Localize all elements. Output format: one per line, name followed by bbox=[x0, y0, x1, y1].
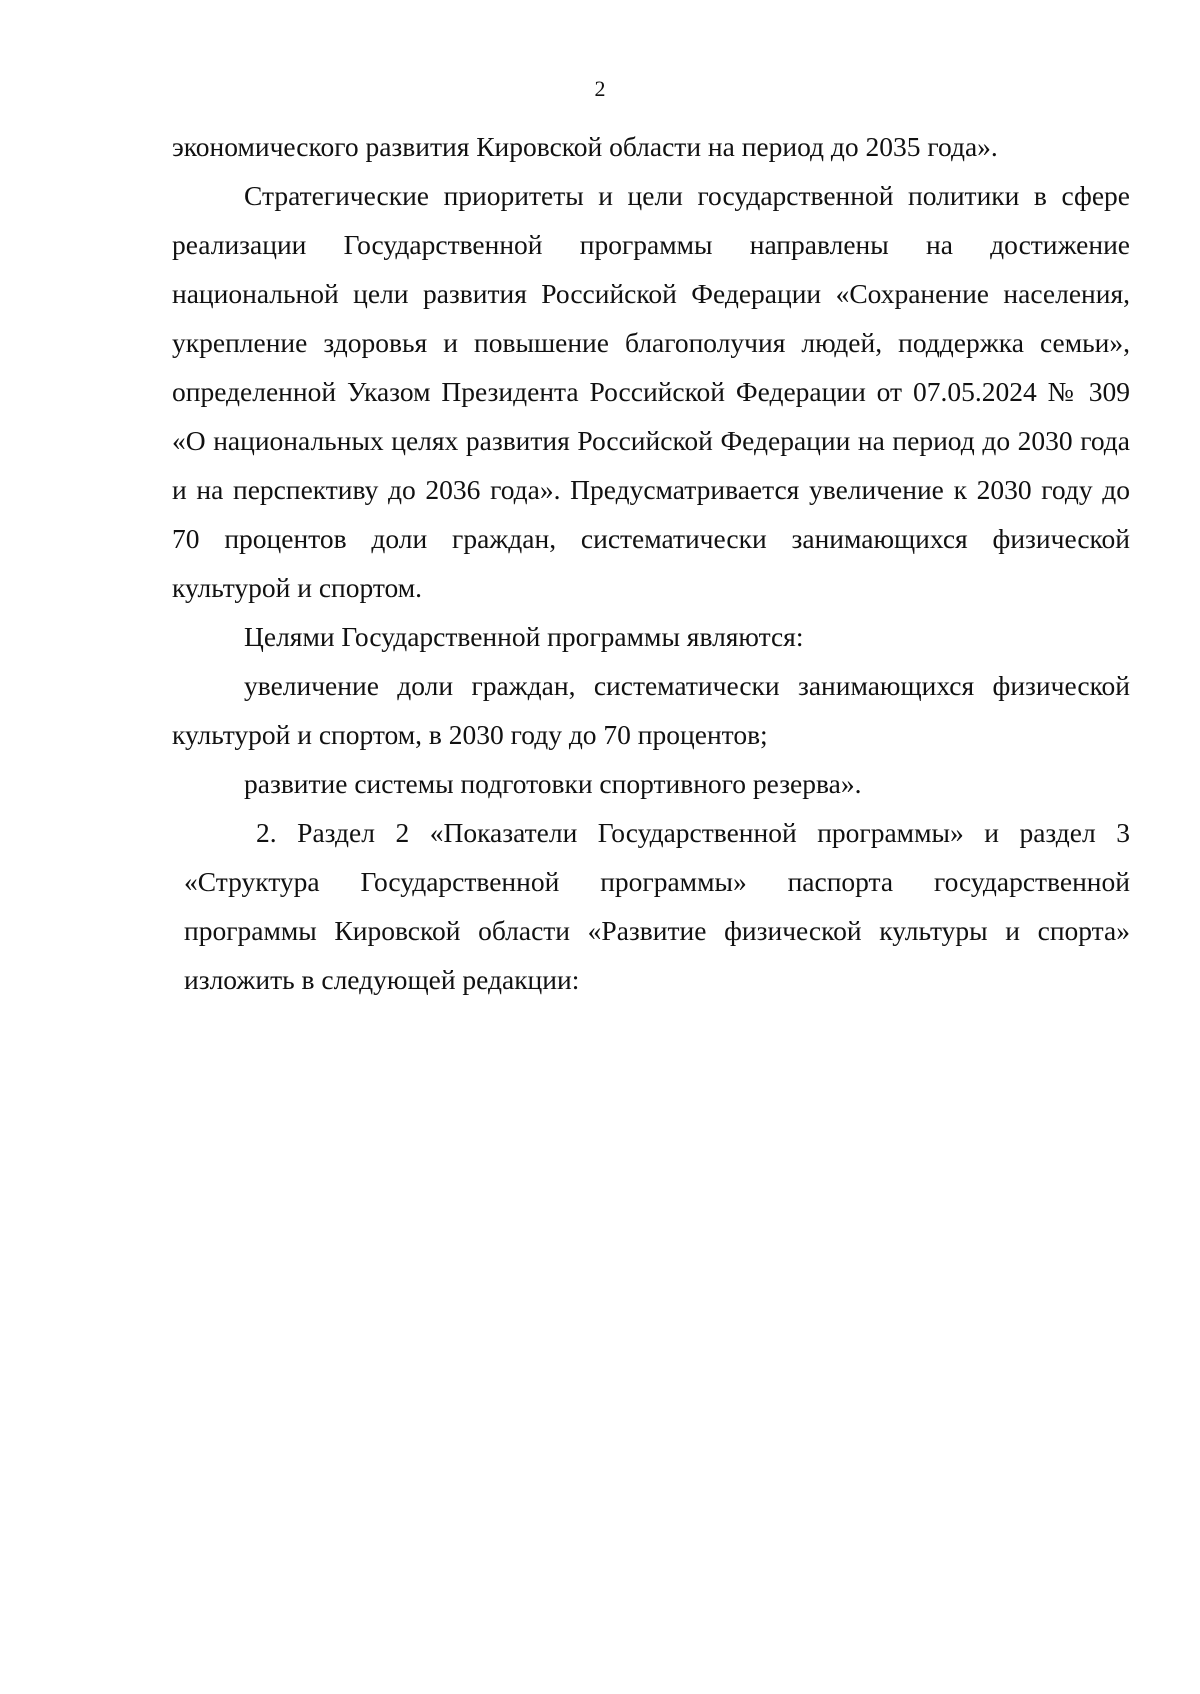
paragraph-continuation: экономического развития Кировской области на период до 2035 года». bbox=[172, 131, 998, 162]
paragraph-goal-2: развитие системы подготовки спортивного резерва». bbox=[244, 768, 862, 799]
document-body bbox=[172, 122, 1130, 1004]
paragraph-goal-1: увеличение доли граждан, систематически занимающихся физической культурой и спортом, в 2030 году до 70 процентов; bbox=[172, 670, 1130, 750]
paragraph-goals-intro: Целями Государственной программы являются: bbox=[244, 621, 804, 652]
paragraph-priorities: Стратегические приоритеты и цели государственной политики в сфере реализации Государственной программы направлены на достижение национальной цели развития Российской Федерации «Сохранение населения, укрепление здоровья и повышение благополучия людей, поддержка семьи», определенной Указом Президента Российской Федерации от 07.05.2024 № 309 «О национальных целях развития Российской Федерации на период до 2030 года и на перспективу до 2036 года». Предусматривается увеличение к 2030 году до 70 процентов доли граждан, систематически занимающихся физической культурой и спортом. bbox=[172, 180, 1130, 603]
paragraph-item-2: 2. Раздел 2 «Показатели Государственной программы» и раздел 3 «Структура Государственной программы» паспорта государственной программы Кировской области «Развитие физической культуры и спорта» изложить в следующей редакции: bbox=[184, 817, 1130, 995]
page-number: 2 bbox=[594, 76, 606, 101]
